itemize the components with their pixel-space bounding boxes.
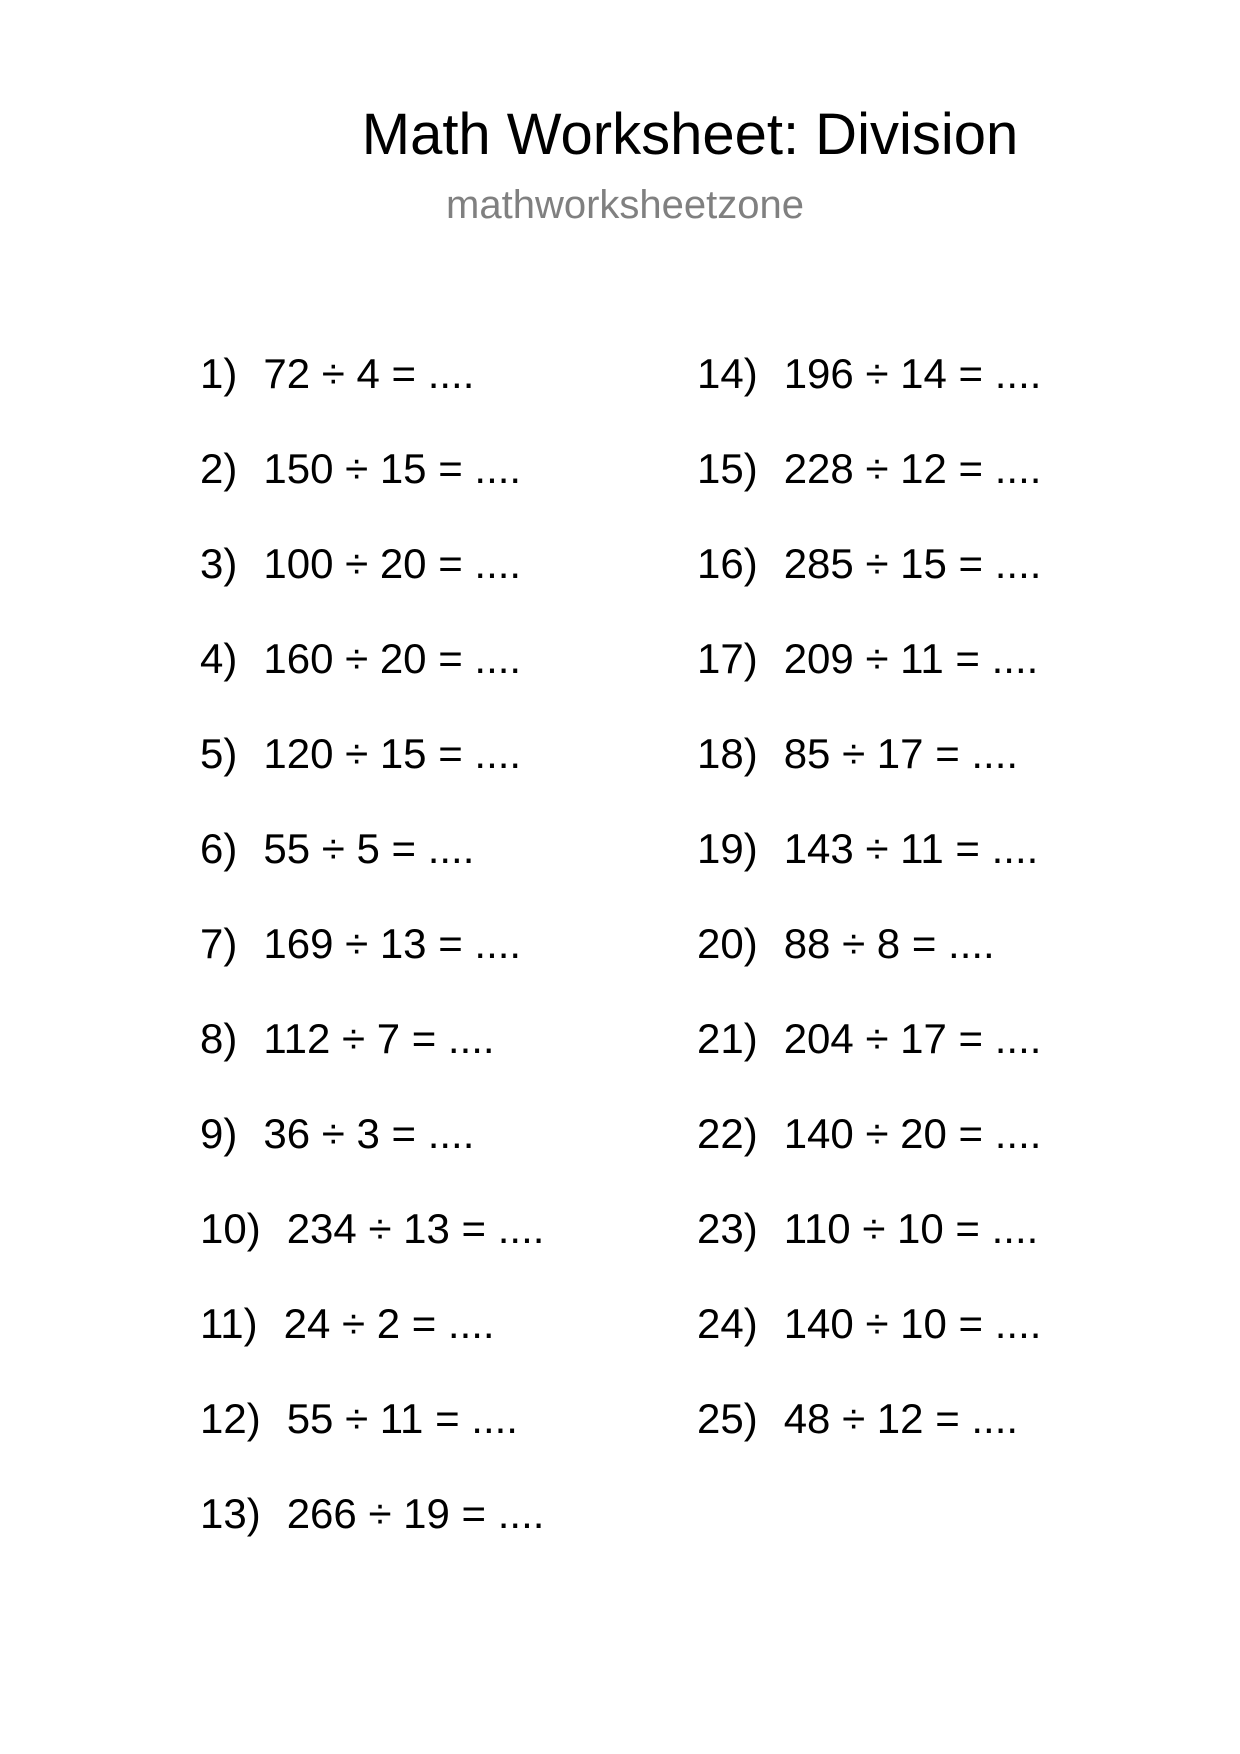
problem-item <box>200 534 544 629</box>
problem-number: 13) <box>200 1490 261 1537</box>
problem-item <box>697 1199 1041 1294</box>
problem-expression: 55 ÷ 5 = .... <box>263 825 475 872</box>
problem-expression: 234 ÷ 13 = .... <box>286 1205 545 1252</box>
problem-number: 23) <box>697 1205 758 1252</box>
problem-expression: 72 ÷ 4 = .... <box>263 350 475 397</box>
problem-item <box>200 1389 544 1484</box>
problem-expression: 143 ÷ 11 = .... <box>783 825 1039 872</box>
problem-item <box>697 1294 1041 1389</box>
problem-expression: 228 ÷ 12 = .... <box>783 445 1042 492</box>
problem-expression: 55 ÷ 11 = .... <box>286 1395 518 1442</box>
problem-item <box>200 1294 544 1389</box>
problem-expression: 140 ÷ 20 = .... <box>783 1110 1042 1157</box>
problem-item <box>697 1009 1041 1104</box>
problem-expression: 100 ÷ 20 = .... <box>263 540 522 587</box>
problem-number: 10) <box>200 1205 261 1252</box>
problem-number: 4) <box>200 635 238 682</box>
problem-item <box>697 439 1041 534</box>
problem-expression: 266 ÷ 19 = .... <box>286 1490 545 1537</box>
problem-expression: 110 ÷ 10 = .... <box>783 1205 1039 1252</box>
problem-expression: 169 ÷ 13 = .... <box>263 920 522 967</box>
problem-number: 19) <box>697 825 758 872</box>
problem-number: 18) <box>697 730 758 777</box>
problem-expression: 196 ÷ 14 = .... <box>783 350 1042 397</box>
problem-item <box>200 819 544 914</box>
problem-number: 5) <box>200 730 238 777</box>
problem-number: 3) <box>200 540 238 587</box>
problem-expression: 112 ÷ 7 = .... <box>263 1015 495 1062</box>
problem-number: 21) <box>697 1015 758 1062</box>
problem-expression: 150 ÷ 15 = .... <box>263 445 522 492</box>
problem-item <box>200 439 544 534</box>
problem-item <box>200 629 544 724</box>
problem-number: 12) <box>200 1395 261 1442</box>
worksheet-title: Math Worksheet: Division <box>361 102 1019 167</box>
problem-number: 14) <box>697 350 758 397</box>
problem-item <box>200 1199 544 1294</box>
problem-item <box>200 724 544 819</box>
problem-number: 8) <box>200 1015 238 1062</box>
problem-number: 11) <box>200 1300 258 1347</box>
problem-number: 6) <box>200 825 238 872</box>
problem-number: 15) <box>697 445 758 492</box>
problem-item <box>200 344 544 439</box>
problem-expression: 120 ÷ 15 = .... <box>263 730 522 777</box>
problem-item <box>697 1104 1041 1199</box>
problem-expression: 36 ÷ 3 = .... <box>263 1110 475 1157</box>
problems-column-right <box>697 344 1041 1484</box>
problem-item <box>697 724 1041 819</box>
problem-number: 20) <box>697 920 758 967</box>
problem-item <box>697 534 1041 629</box>
problem-number: 1) <box>200 350 238 397</box>
problem-item <box>697 629 1041 724</box>
problem-expression: 160 ÷ 20 = .... <box>263 635 522 682</box>
problem-expression: 140 ÷ 10 = .... <box>783 1300 1042 1347</box>
problem-number: 17) <box>697 635 758 682</box>
problem-expression: 85 ÷ 17 = .... <box>783 730 1019 777</box>
problem-number: 2) <box>200 445 238 492</box>
problem-item <box>200 914 544 1009</box>
problem-number: 9) <box>200 1110 238 1157</box>
problem-number: 22) <box>697 1110 758 1157</box>
problem-item <box>200 1104 544 1199</box>
problem-item <box>697 344 1041 439</box>
problem-expression: 209 ÷ 11 = .... <box>783 635 1039 682</box>
problem-item <box>697 1389 1041 1484</box>
problem-expression: 204 ÷ 17 = .... <box>783 1015 1042 1062</box>
problem-item <box>200 1484 544 1579</box>
problem-number: 7) <box>200 920 238 967</box>
problem-item <box>697 914 1041 1009</box>
problem-item <box>200 1009 544 1104</box>
problem-number: 16) <box>697 540 758 587</box>
problem-expression: 48 ÷ 12 = .... <box>783 1395 1019 1442</box>
worksheet-source: mathworksheetzone <box>446 183 804 227</box>
problem-expression: 88 ÷ 8 = .... <box>783 920 995 967</box>
problem-expression: 285 ÷ 15 = .... <box>783 540 1042 587</box>
problem-number: 24) <box>697 1300 758 1347</box>
problem-item <box>697 819 1041 914</box>
problem-number: 25) <box>697 1395 758 1442</box>
problem-expression: 24 ÷ 2 = .... <box>283 1300 495 1347</box>
problems-column-left <box>200 344 544 1579</box>
